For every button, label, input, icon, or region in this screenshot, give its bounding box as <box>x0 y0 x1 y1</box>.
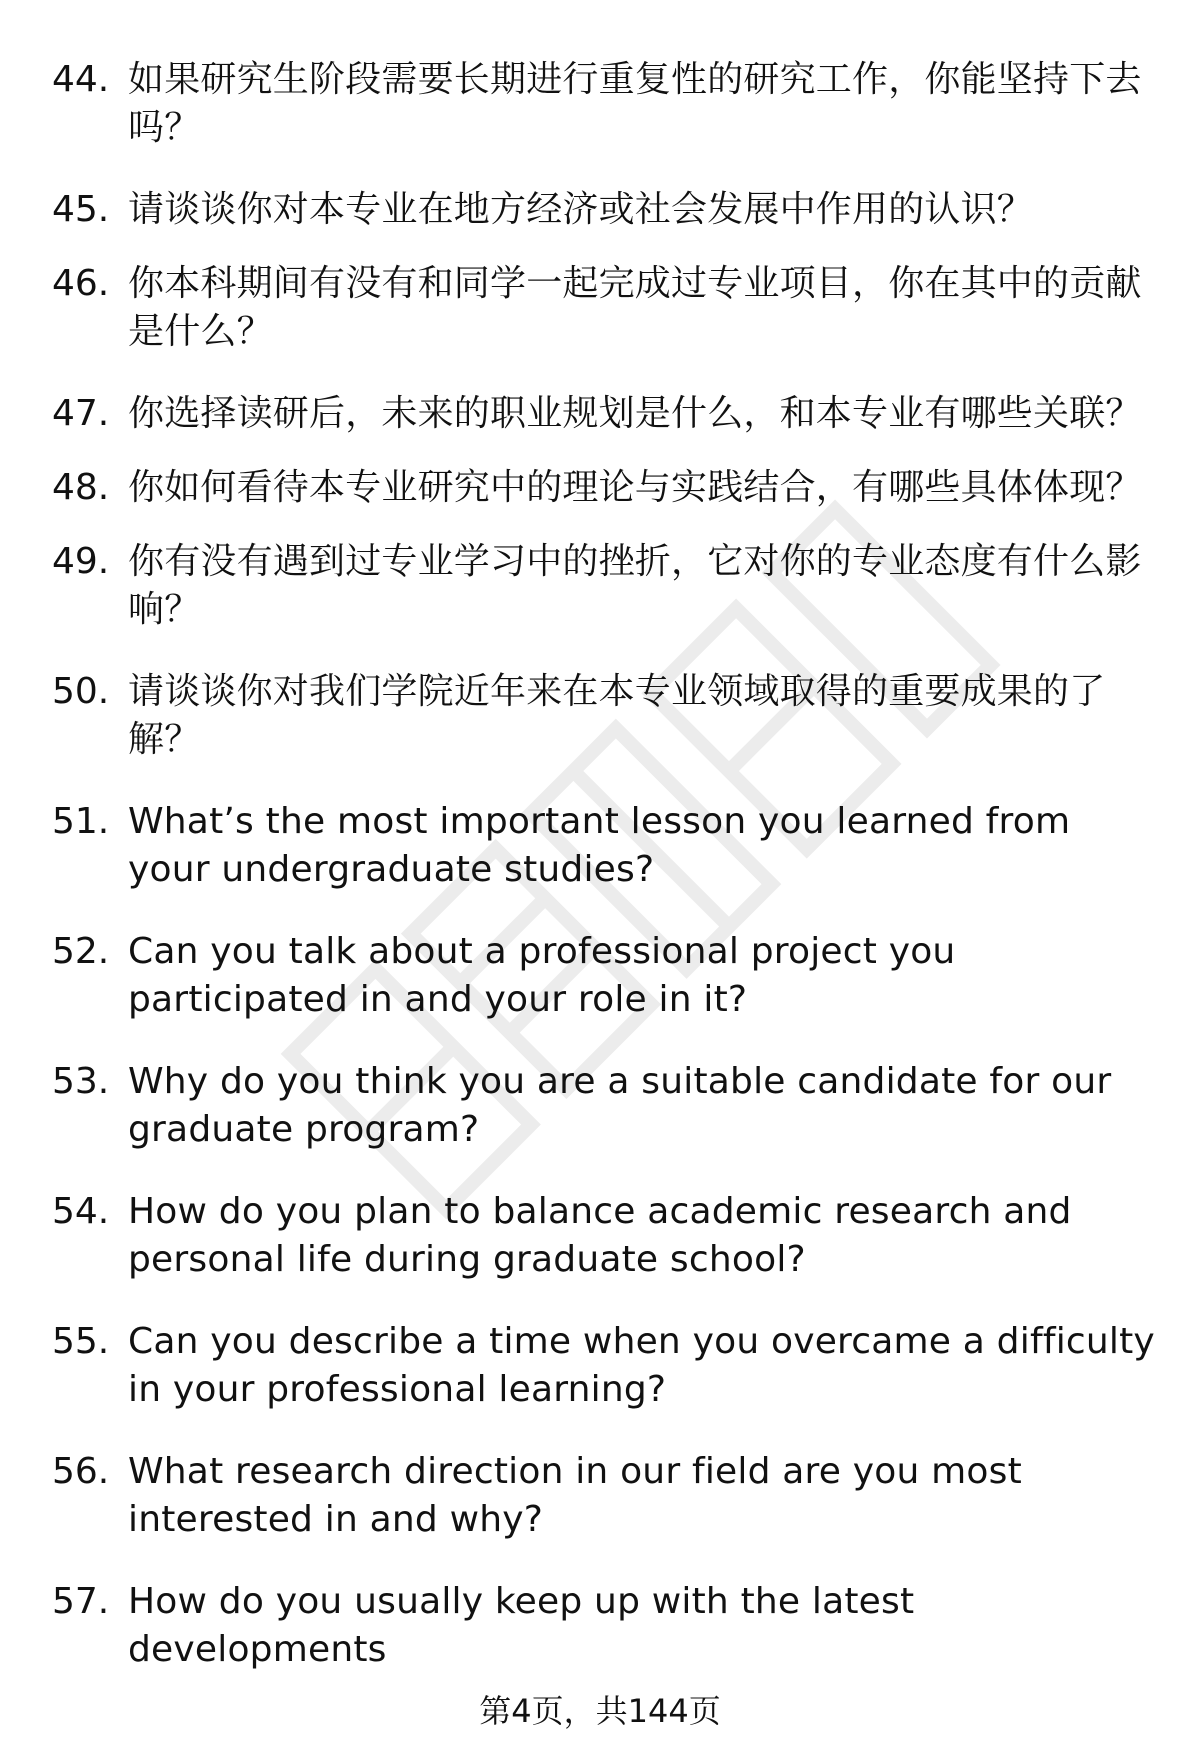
question-item <box>0 1188 1200 1284</box>
question-item <box>0 186 1200 234</box>
question-text: 如果研究生阶段需要长期进行重复性的研究工作，你能坚持下去吗？ <box>128 59 1142 148</box>
question-number: 48. <box>52 467 110 508</box>
question-item <box>0 1058 1200 1154</box>
question-item <box>0 1448 1200 1544</box>
question-text: 你如何看待本专业研究中的理论与实践结合，有哪些具体体现？ <box>128 467 1142 508</box>
question-text: Why do you think you are a suitable candidate for our graduate program? <box>128 1061 1112 1150</box>
question-item <box>0 260 1200 356</box>
question-list <box>0 56 1200 1708</box>
question-number: 47. <box>52 393 110 434</box>
question-text: 请谈谈你对我们学院近年来在本专业领域取得的重要成果的了解？ <box>128 671 1106 760</box>
page-number-footer: 第4页，共144页 <box>479 1692 721 1730</box>
question-text: What research direction in our field are you most interested in and why? <box>128 1451 1022 1540</box>
question-number: 44. <box>52 59 110 100</box>
question-text: How do you usually keep up with the latest developments <box>128 1581 915 1670</box>
question-text: 你选择读研后，未来的职业规划是什么，和本专业有哪些关联？ <box>128 393 1142 434</box>
question-text: 你有没有遇到过专业学习中的挫折，它对你的专业态度有什么影响？ <box>128 541 1142 630</box>
question-number: 51. <box>52 801 110 842</box>
question-item <box>0 390 1200 438</box>
question-number: 49. <box>52 541 110 582</box>
question-item <box>0 798 1200 894</box>
question-text: Can you talk about a professional project you participated in and your role in it? <box>128 931 956 1020</box>
question-item <box>0 56 1200 152</box>
question-text: 请谈谈你对本专业在地方经济或社会发展中作用的认识？ <box>128 189 1034 230</box>
question-item <box>0 1318 1200 1414</box>
question-number: 55. <box>52 1321 110 1362</box>
question-number: 56. <box>52 1451 110 1492</box>
question-item <box>0 1578 1200 1674</box>
question-text: 你本科期间有没有和同学一起完成过专业项目，你在其中的贡献是什么？ <box>128 263 1142 352</box>
question-number: 53. <box>52 1061 110 1102</box>
question-item <box>0 668 1200 764</box>
question-item <box>0 464 1200 512</box>
question-number: 45. <box>52 189 110 230</box>
question-item <box>0 538 1200 634</box>
question-text: How do you plan to balance academic research and personal life during graduate school? <box>128 1191 1072 1280</box>
question-text: Can you describe a time when you overcame a difficulty in your professional learning? <box>128 1321 1155 1410</box>
question-number: 52. <box>52 931 110 972</box>
question-number: 54. <box>52 1191 110 1232</box>
question-item <box>0 928 1200 1024</box>
question-number: 46. <box>52 263 110 304</box>
question-number: 50. <box>52 671 110 712</box>
question-text: What’s the most important lesson you learned from your undergraduate studies? <box>128 801 1071 890</box>
question-number: 57. <box>52 1581 110 1622</box>
